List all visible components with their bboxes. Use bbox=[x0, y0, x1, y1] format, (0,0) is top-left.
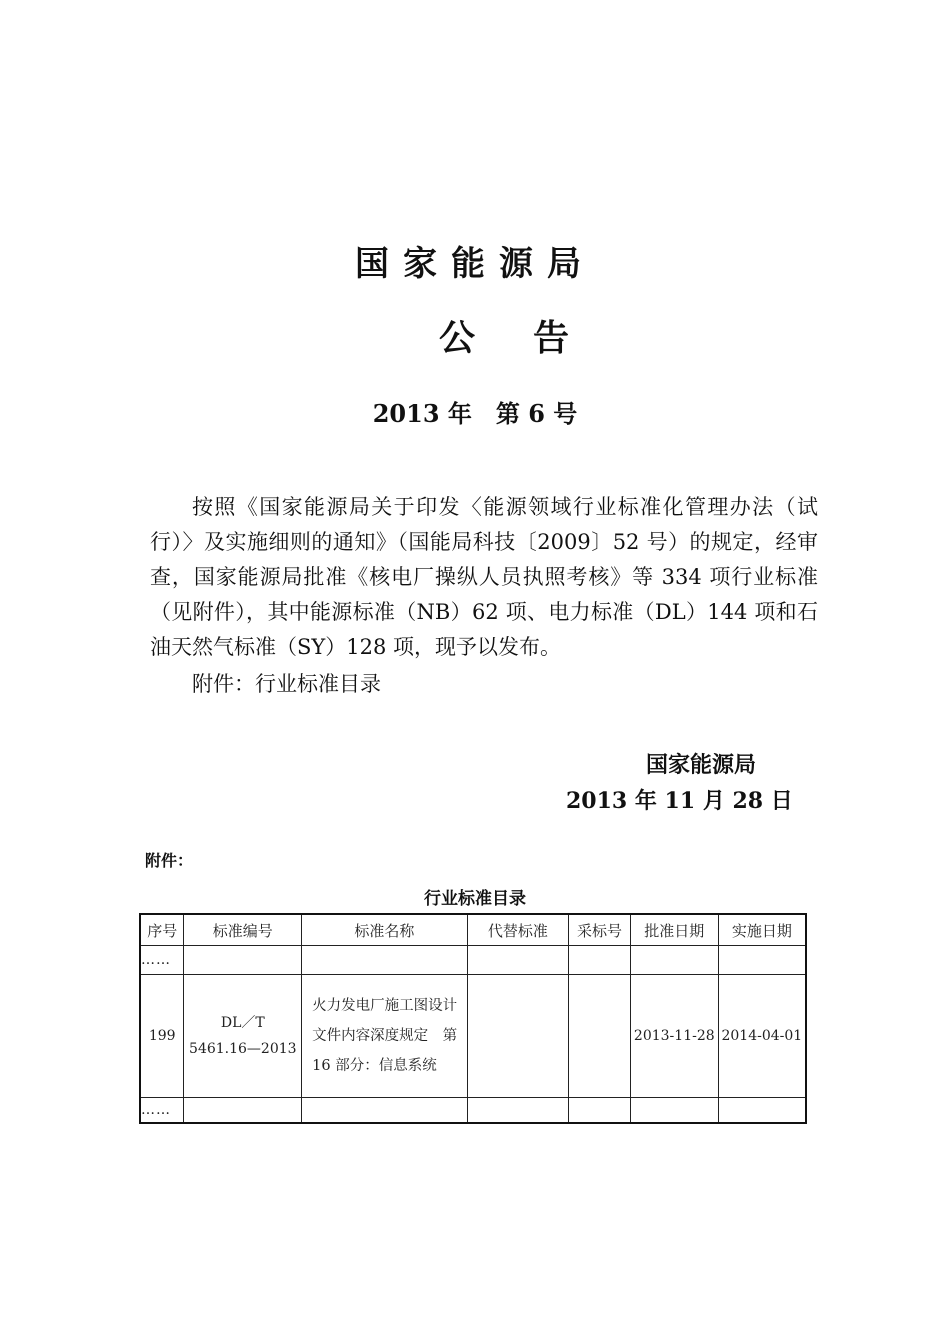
header-code: 标准编号 bbox=[184, 914, 302, 946]
body-paragraph: 按照《国家能源局关于印发〈能源领域行业标准化管理办法（试行）〉及实施细则的通知》（国能局科技〔2009〕52 号）的规定，经审查，国家能源局批准《核电厂操纵人员执照考核》等 334 项行业标准（见附件），其中能源标准（NB）62 项、电力标准（DL）144 项和石油天然气标准（SY）128 项，现予以发布。 bbox=[150, 495, 818, 659]
table-row bbox=[140, 1098, 806, 1124]
table-title: 行业标准目录 bbox=[424, 889, 526, 909]
code-line-1: DL／T bbox=[220, 1015, 265, 1031]
header-effective-date: 实施日期 bbox=[718, 914, 806, 946]
announcement-body bbox=[150, 490, 818, 665]
table-row bbox=[140, 946, 806, 975]
replaces-cell bbox=[467, 975, 569, 1098]
header-replaces: 代替标准 bbox=[467, 914, 569, 946]
name-cell: 火力发电厂施工图设计文件内容深度规定 第 16 部分：信息系统 bbox=[302, 975, 467, 1098]
adopted-cell bbox=[569, 975, 631, 1098]
ellipsis-cell: …… bbox=[140, 1098, 184, 1124]
attachment-label: 附件： bbox=[145, 851, 194, 870]
standards-table bbox=[139, 913, 807, 1124]
issue-number: 2013 年 第 6 号 bbox=[372, 399, 578, 428]
header-seq: 序号 bbox=[140, 914, 184, 946]
code-line-2: 5461.16—2013 bbox=[189, 1041, 297, 1057]
table-header-row bbox=[140, 914, 806, 946]
signature-organization: 国家能源局 bbox=[646, 753, 757, 778]
announcement-title: 公告 bbox=[438, 318, 627, 359]
header-adopted: 采标号 bbox=[569, 914, 631, 946]
seq-cell: 199 bbox=[140, 975, 184, 1098]
header-name: 标准名称 bbox=[302, 914, 467, 946]
attachment-reference: 附件：行业标准目录 bbox=[192, 672, 381, 696]
header-approval-date: 批准日期 bbox=[630, 914, 718, 946]
approval-date-cell: 2013-11-28 bbox=[630, 975, 718, 1098]
table-row bbox=[140, 975, 806, 1098]
issuer-heading: 国家能源局 bbox=[355, 244, 595, 284]
effective-date-cell: 2014-04-01 bbox=[718, 975, 806, 1098]
ellipsis-cell: …… bbox=[140, 946, 184, 975]
code-cell bbox=[184, 975, 302, 1098]
signature-date: 2013 年 11 月 28 日 bbox=[566, 788, 793, 814]
